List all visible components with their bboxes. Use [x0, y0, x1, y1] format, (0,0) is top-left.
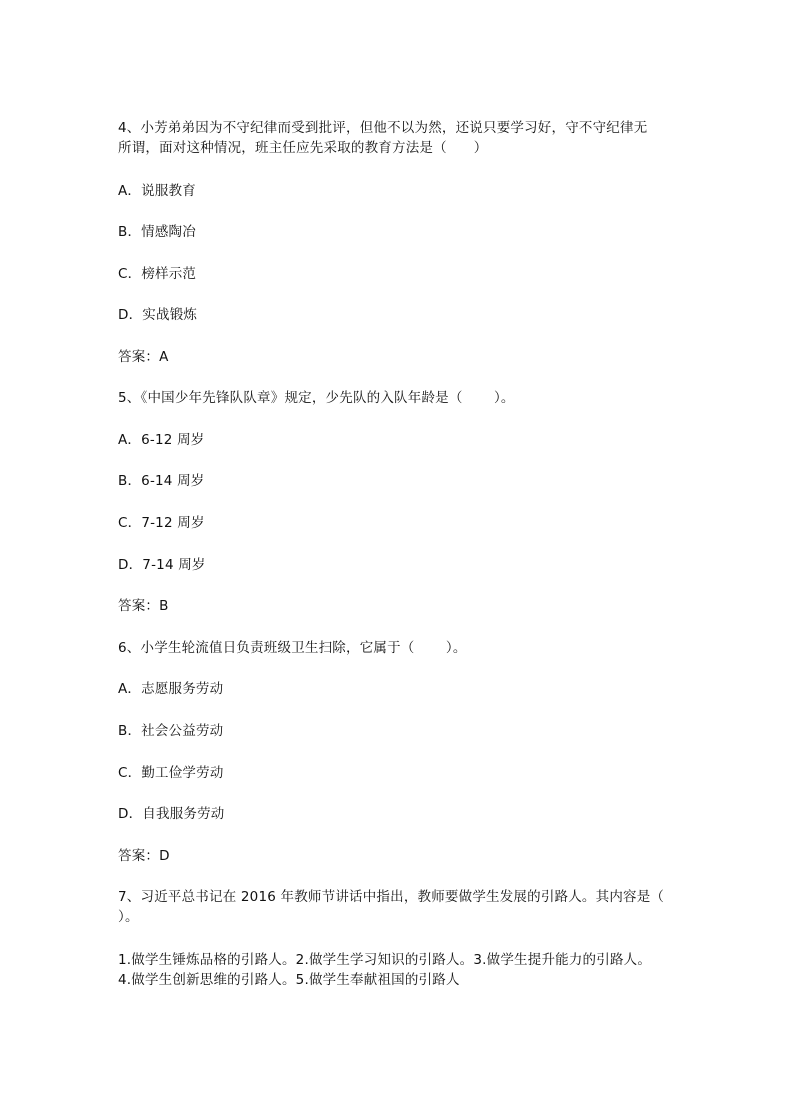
question-6-option-c: C．勤工俭学劳动 [118, 765, 224, 781]
question-5-answer: 答案：B [118, 598, 169, 614]
question-7-body-line-2: 4.做学生创新思维的引路人。5.做学生奉献祖国的引路人 [118, 972, 460, 988]
question-5-option-d: D．7-14 周岁 [118, 557, 206, 573]
question-5-stem: 5、《中国少年先锋队队章》规定，少先队的入队年龄是（ ）。 [118, 390, 515, 406]
question-4-option-b: B．情感陶冶 [118, 224, 196, 240]
question-4-answer: 答案：A [118, 349, 169, 365]
question-4-stem-line-1: 4、小芳弟弟因为不守纪律而受到批评，但他不以为然，还说只要学习好，守不守纪律无 [118, 120, 648, 136]
question-5-option-a: A．6-12 周岁 [118, 432, 205, 448]
question-4-option-a: A．说服教育 [118, 183, 196, 199]
question-6-option-d: D．自我服务劳动 [118, 806, 225, 822]
question-7-stem-line-1: 7、习近平总书记在 2016 年教师节讲话中指出，教师要做学生发展的引路人。其内容是（ [118, 889, 665, 905]
question-4-stem-line-2: 所谓，面对这种情况，班主任应先采取的教育方法是（ ） [118, 140, 488, 156]
question-5-option-b: B．6-14 周岁 [118, 473, 205, 489]
question-7-stem-line-2: ）。 [118, 909, 139, 925]
question-4-option-d: D．实战锻炼 [118, 307, 198, 323]
question-6-option-b: B．社会公益劳动 [118, 723, 224, 739]
question-5-option-c: C．7-12 周岁 [118, 515, 205, 531]
question-7-body-line-1: 1.做学生锤炼品格的引路人。2.做学生学习知识的引路人。3.做学生提升能力的引路人。 [118, 952, 652, 968]
question-6-option-a: A．志愿服务劳动 [118, 681, 224, 697]
question-4-option-c: C．榜样示范 [118, 266, 197, 282]
question-6-answer: 答案：D [118, 848, 170, 864]
question-6-stem: 6、小学生轮流值日负责班级卫生扫除，它属于（ ）。 [118, 640, 467, 656]
